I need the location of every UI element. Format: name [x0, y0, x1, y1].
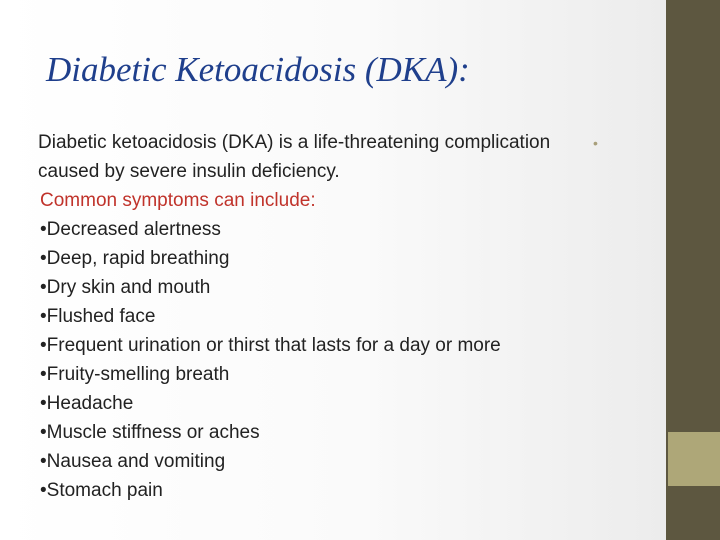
symptom-list	[38, 186, 638, 505]
intro-paragraph	[38, 128, 638, 186]
slide-title: Diabetic Ketoacidosis (DKA):	[46, 50, 470, 89]
symptoms-heading: Common symptoms can include:	[40, 190, 316, 211]
list-item: •Frequent urination or thirst that lasts for a day or more	[40, 335, 501, 356]
intro-line-2: caused by severe insulin deficiency.	[38, 161, 340, 182]
intro-line-1: Diabetic ketoacidosis (DKA) is a life-threatening complication	[38, 132, 551, 153]
list-item: •Nausea and vomiting	[40, 451, 226, 472]
list-item: •Muscle stiffness or aches	[40, 422, 260, 443]
list-item: •Deep, rapid breathing	[40, 248, 230, 269]
list-item: •Stomach pain	[40, 480, 163, 501]
bullet-marker-icon: •	[593, 135, 598, 151]
list-item: •Decreased alertness	[40, 219, 221, 240]
list-item: •Headache	[40, 393, 134, 414]
list-item: •Fruity-smelling breath	[40, 364, 230, 385]
slide-body	[38, 128, 638, 505]
side-accent-block	[668, 432, 720, 486]
list-item: •Flushed face	[40, 306, 156, 327]
list-item: •Dry skin and mouth	[40, 277, 211, 298]
